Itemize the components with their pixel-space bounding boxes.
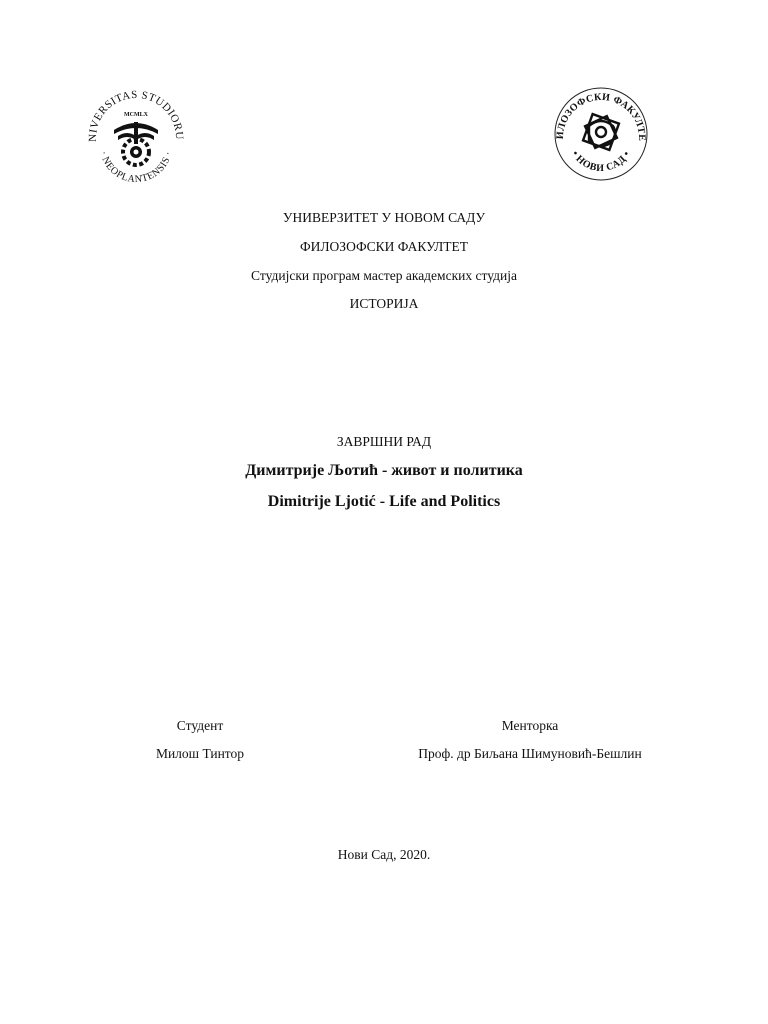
university-name: УНИВЕРЗИТЕТ У НОВОМ САДУ [282,210,486,225]
svg-text:MCMLX: MCMLX [124,112,148,118]
thesis-type: ЗАВРШНИ РАД [336,434,432,449]
study-program: Студијски програм мастер академских студија [251,268,517,283]
mentor-label: Менторка [501,718,559,733]
faculty-name: ФИЛОЗОФСКИ ФАКУЛТЕТ [299,239,469,254]
student-label: Студент [176,718,224,733]
svg-text:ФИЛОЗОФСКИ ФАКУЛТЕТ: ИЛОЗОФСКИ ФАКУЛТЕ [554,91,648,142]
thesis-title-serbian: Димитрије Љотић - живот и политика [245,462,523,479]
place-and-date: Нови Сад, 2020. [337,847,431,862]
svg-text:· NEOPLANTENSIS ·: · NEOPLANTENSIS · [97,150,175,186]
study-field: ИСТОРИЈА [349,296,419,311]
svg-text:• НОВИ САД •: • НОВИ САД • [569,149,633,175]
mentor-name: Проф. др Биљана Шимуновић-Бешлин [418,746,642,761]
university-seal-logo [82,86,190,186]
university-seal-icon [82,86,190,186]
faculty-seal-logo [553,86,649,182]
svg-text:UNIVERSITAS STUDIORUM: NIVERSITAS STUDIORU [86,88,186,142]
student-name: Милош Тинтор [155,746,245,761]
thesis-title-english: Dimitrije Ljotić - Life and Politics [267,493,501,510]
faculty-seal-icon [553,86,649,182]
